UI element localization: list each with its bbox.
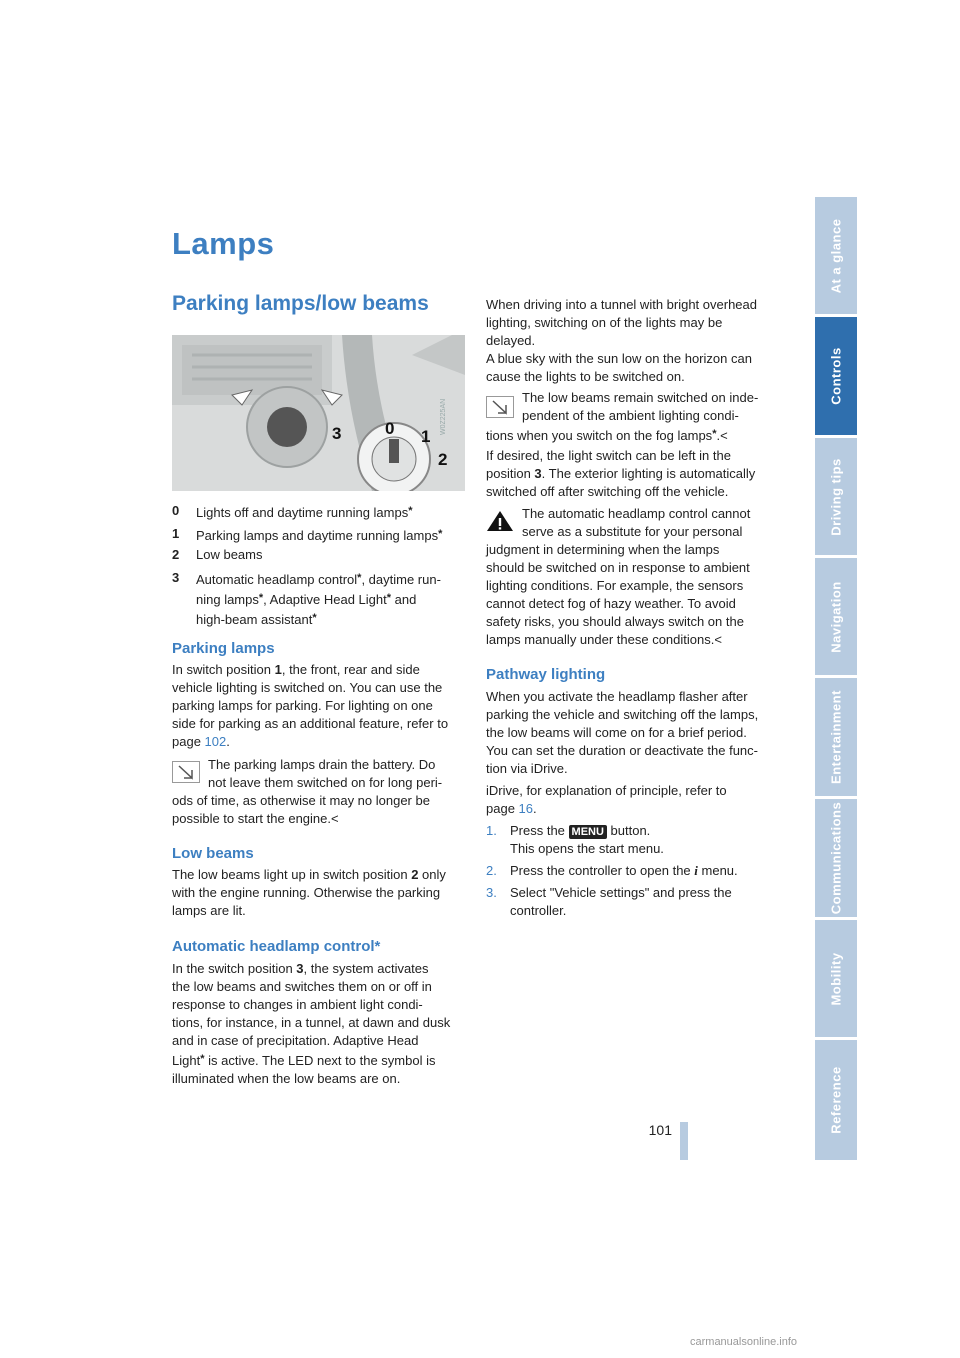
tunnel-text: When driving into a tunnel with bright overhead lighting, switching on of the lights may be delayed. A blue sky with the sun low on the horizon can cause the lights to be switched on.: [486, 297, 757, 384]
page-title: Lamps: [172, 226, 275, 261]
dial-label-3: 3: [332, 424, 342, 443]
parking-note: The parking lamps drain the battery. Do not leave them switched on for long peri- ods of time, as otherwise it may no longer be possible to start the engine.<: [172, 757, 443, 826]
automatic-headlamp-text: In the switch position 3, the system activates the low beams and switches them on or off in response to changes in ambient light condi- tions, for instance, in a tunnel, at dawn and dusk and in case of precipitation. Adaptive Head Light* is active. The LED next to the symbol is illuminated when the low beams are on.: [172, 961, 451, 1086]
warning-note: The automatic headlamp control cannot serve as a substitute for your personal judgment in determining when the lamps should be switched on in response to ambient lighting conditions. For example, the sensors cannot detect fog of hazy weather. To avoid safety risks, you should always switch on the lamps manually under these conditions.<: [486, 506, 751, 647]
figure-code: W0Z225AN: [440, 398, 447, 435]
light-switch-position-text: If desired, the light switch can be left in the position 3. The exterior lighting is automatically switched off after switching off the vehicle.: [486, 448, 756, 499]
list-item: 1 Parking lamps and daytime running lamps*: [172, 526, 443, 543]
tab-at-a-glance[interactable]: At a glance: [815, 197, 857, 314]
tab-reference[interactable]: Reference: [815, 1040, 857, 1160]
step-2: 2. Press the controller to open the i menu.: [486, 863, 738, 878]
tab-mobility[interactable]: Mobility: [815, 920, 857, 1037]
light-switch-illustration: [172, 335, 465, 491]
tab-entertainment[interactable]: Entertainment: [815, 678, 857, 796]
light-switch-figure: [172, 335, 465, 491]
list-item: 0 Lights off and daytime running lamps*: [172, 503, 413, 520]
low-beams-heading: Low beams: [172, 845, 254, 862]
page-link-16[interactable]: 16: [518, 801, 534, 816]
pathway-lighting-text: When you activate the headlamp flasher after parking the vehicle and switching off the lamps, the low beams will come on for a brief period. You can set the duration or deactivate the func- tion via iDrive.: [486, 689, 759, 776]
fog-lamps-note: The low beams remain switched on inde- pendent of the ambient lighting condi- tions when you switch on the fog lamps*.<: [486, 390, 759, 443]
list-item: 2 Low beams: [172, 547, 263, 562]
dial-label-2: 2: [438, 450, 448, 469]
list-item: 3 Automatic headlamp control*, daytime run- ning lamps*, Adaptive Head Light* and high-beam assistant*: [172, 570, 441, 627]
tab-communications[interactable]: Communications: [815, 799, 857, 917]
page-number-bar: [680, 1122, 688, 1160]
dial-label-0: 0: [385, 419, 395, 438]
low-beams-text: The low beams light up in switch position 2 only with the engine running. Otherwise the parking lamps are lit.: [172, 867, 446, 918]
pathway-lighting-heading: Pathway lighting: [486, 666, 606, 683]
dial-label-1: 1: [421, 427, 431, 446]
page-number: 101: [648, 1122, 672, 1138]
parking-lamps-text: In switch position 1, the front, rear and side vehicle lighting is switched on. You can use the parking lamps for parking. For lighting on one side for parking as an additional feature, refer to page 102.: [172, 662, 449, 749]
info-icon: i: [694, 863, 698, 878]
step-1: 1. Press the MENU button. This opens the start menu.: [486, 823, 664, 856]
footer-watermark: carmanualsonline.info: [690, 1336, 798, 1348]
idrive-reference-text: iDrive, for explanation of principle, refer to page 16.: [486, 783, 727, 816]
menu-button-icon: MENU: [569, 825, 607, 839]
tab-navigation[interactable]: Navigation: [815, 558, 857, 675]
tab-controls[interactable]: Controls: [815, 317, 857, 435]
section-title: Parking lamps/low beams: [172, 292, 429, 315]
tab-driving-tips[interactable]: Driving tips: [815, 438, 857, 555]
automatic-headlamp-heading: Automatic headlamp control*: [172, 938, 381, 955]
parking-lamps-heading: Parking lamps: [172, 640, 275, 657]
step-3: 3. Select "Vehicle settings" and press the controller.: [486, 885, 732, 918]
page-link-102[interactable]: 102: [204, 734, 227, 749]
